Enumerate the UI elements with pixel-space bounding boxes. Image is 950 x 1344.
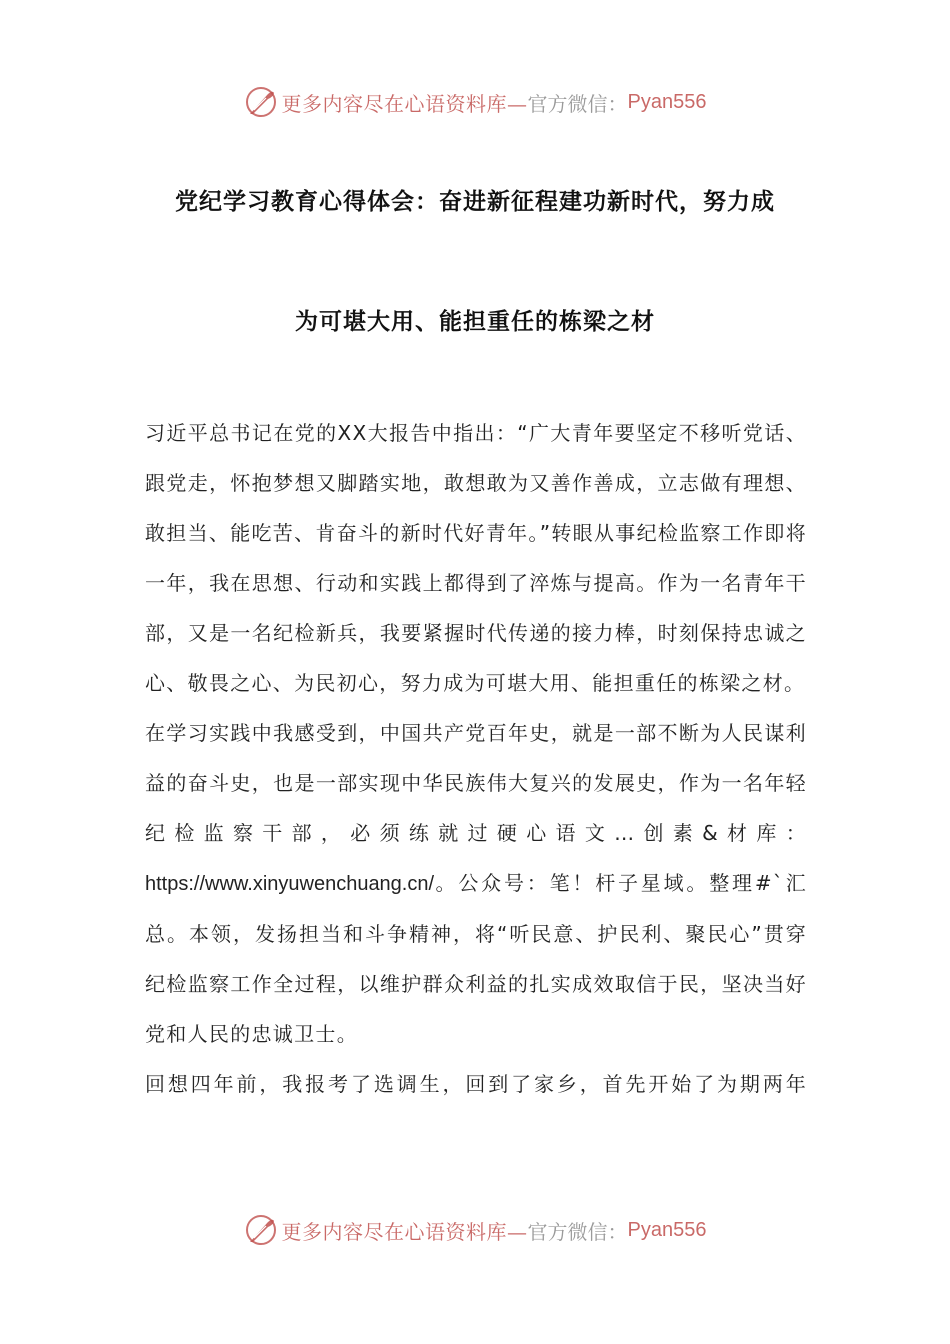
banner-wechat-label: 官方微信： <box>527 1219 628 1244</box>
banner-wechat-id: Pyan556 <box>627 1218 707 1241</box>
paragraph-1: 习近平总书记在党的XX大报告中指出：“广大青年要坚定不移听党话、跟党走，怀抱梦想又脚踏实地，敢想敢为又善作善成，立志做有理想、敢担当、能吃苦、肯奋斗的新时代好青年。”转眼从事纪检监察工作即将一年，我在思想、行动和实践上都得到了淬炼与提高。作为一名青年干部，又是一名纪检新兵，我要紧握时代传递的接力棒，时刻保持忠诚之心、敬畏之心、为民初心，努力成为可堪大用、能担重任的栋梁之材。 <box>145 421 807 695</box>
quill-pen-logo-icon <box>244 85 278 119</box>
paragraph-3: 回想四年前，我报考了选调生，回到了家乡，首先开始了为期两年 <box>145 1072 807 1096</box>
footer-banner <box>0 1208 950 1252</box>
banner-wechat-id: Pyan556 <box>627 90 707 113</box>
paragraph-2-text-b: 。公众号：笔！杆子星域。整理#`汇总。本领，发扬担当和斗争精神，将“听民意、护民利、聚民心”贯穿纪检监察工作全过程，以维护群众利益的扎实成效取信于民，坚决当好党和人民的忠诚卫士。 <box>145 871 807 1046</box>
banner-slogan: 更多内容尽在心语资料库— <box>281 91 528 116</box>
banner-slogan: 更多内容尽在心语资料库— <box>281 1219 528 1244</box>
document-body <box>145 408 807 1109</box>
header-banner <box>0 80 950 124</box>
banner-wechat-label: 官方微信： <box>527 91 628 116</box>
document-title-line-2: 为可堪大用、能担重任的栋梁之材 <box>295 309 655 335</box>
quill-pen-logo-icon <box>244 1213 278 1247</box>
paragraph-2 <box>145 708 807 1059</box>
website-url: https://www.xinyuwenchuang.cn/ <box>145 873 435 895</box>
paragraph-2-text-a: 在学习实践中我感受到，中国共产党百年史，就是一部不断为人民谋利益的奋斗史，也是一部实现中华民族伟大复兴的发展史，作为一名年轻纪检监察干部，必须练就过硬心语文…创素&材库： <box>145 721 807 845</box>
document-title-line-1: 党纪学习教育心得体会：奋进新征程建功新时代，努力成 <box>175 189 775 215</box>
